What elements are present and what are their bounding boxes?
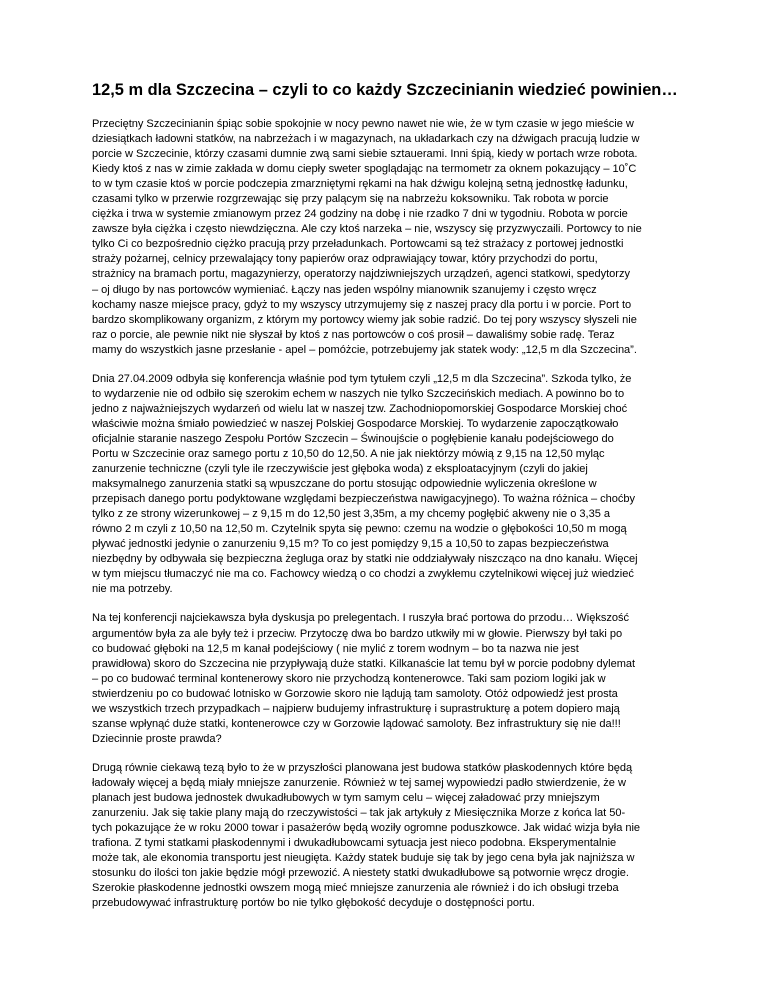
document-body: [92, 117, 676, 911]
text-line: zanurzenie techniczne (czyli tyle ile rzeczywiście jest głęboka woda) z eksploatacyjnym (czyli do jakiej: [92, 463, 588, 476]
text-line: Portu w Szczecinie oraz samego portu z 10,50 do 12,50. A nie jak niektórzy mówią z 9,15 na 12,50 myląc: [92, 447, 605, 460]
text-line: właściwie można śmiało powiedzieć w naszej Polskiej Gospodarce Morskiej. To wydarzenie zapoczątkowało: [92, 417, 619, 430]
text-line: maksymalnego zanurzenia statki są wpuszczane do portu stosując odpowiednie wyliczenia określone w: [92, 478, 597, 491]
text-line: Dziecinnie proste prawda?: [92, 732, 222, 745]
text-line: mamy do wszystkich jasne przesłanie - apel – pomóżcie, potrzebujemy jak statek wody: „12,5 m dla Szczecina”.: [92, 343, 637, 356]
text-line: to w tym czasie ktoś w porcie podczepia zmarzniętymi rękami na hak dźwigu kolejną setną jednostkę ładunku,: [92, 178, 628, 191]
text-line: – oj długo by nas portowców wymieniać. Łączy nas jeden wspólny mianownik szanujemy i często wręcz: [92, 283, 597, 296]
text-line: dziesiątkach ładowni statków, na nabrzeżach i w magazynach, na układarkach czy na dźwigach pracują ludzie w: [92, 133, 640, 146]
text-line: Przeciętny Szczecinianin śpiąc sobie spokojnie w nocy pewno nawet nie wie, że w tym czasie w jego mieście w: [92, 118, 634, 130]
text-line: planach jest budowa jednostek dwukadłubowych w tym samym celu – więcej załadować przy mniejszym: [92, 791, 600, 804]
text-line: przebudowywać infrastrukturę portów bo nie tylko głębokość decyduje o dostępności portu.: [92, 897, 535, 910]
text-line: kochamy nasze miejsce pracy, gdyż to my wszyscy utrzymujemy się z naszej pracy dla portu i w porcie. Port to: [92, 298, 632, 311]
text-line: w tym miejscu tłumaczyć nie ma co. Fachowcy wiedzą o co chodzi a zwykłemu czytelnikowi więcej już wiedzieć: [92, 568, 634, 581]
text-line: szanse wpłynąć duże statki, kontenerowce czy w Gorzowie lądować samoloty. Bez infrastruktury się nie da!!!: [92, 717, 621, 730]
text-line: Na tej konferencji najciekawsza była dyskusja po prelegentach. I ruszyła brać portowa do przodu… Większość: [92, 612, 629, 625]
text-line: tych pokazujące że w roku 2000 towar i pasażerów będą woziły ogromne poduszkowce. Jak widać wizja była nie: [92, 822, 641, 835]
paragraph-1: [92, 117, 676, 358]
text-line: Szerokie płaskodenne jednostki owszem mogą mieć mniejsze zanurzenia ale również i do ich obsługi trzeba: [92, 882, 619, 895]
text-line: porcie w Szczecinie, którzy czasami dumnie zwą sami siebie sztauerami. Inni śpią, kiedy w portach wrze robota.: [92, 148, 638, 161]
text-line: straży pożarnej, celnicy przewalający tony papierów oraz odprawiający towar, który przychodzi do portu,: [92, 253, 598, 266]
text-line: tylko Ci co bezpośrednio ciężko pracują przy przeładunkach. Portowcami są też strażacy z portowej jednostki: [92, 238, 624, 251]
text-line: ciężka i trwa w systemie zmianowym przez 24 godziny na dobę i nie rzadko 7 dni w tygodniu. Robota w porcie: [92, 208, 628, 221]
text-line: niezbędny by odbywała się bezpieczna żegluga oraz by statki nie oddziaływały niszcząco na dno kanału. Więcej: [92, 553, 638, 566]
text-line: co budować głęboki na 12,5 m kanał podejściowy ( nie mylić z torem wodnym – bo ta nazwa nie jest: [92, 642, 579, 655]
paragraph-2: [92, 372, 676, 598]
text-line: jedno z najważniejszych wydarzeń od wielu lat w naszej tzw. Zachodniopomorskiej Gospodarce Morskiej choć: [92, 402, 628, 415]
text-line: przepisach danego portu podyktowane względami bezpieczeństwa nawigacyjnego). To ważna różnica – choćby: [92, 493, 636, 506]
text-line: Kiedy ktoś z nas w zimie zakłada w domu ciepły sweter spoglądając na termometr za oknem pokazujący – 10˚C: [92, 163, 637, 176]
text-line: ładowały więcej a będą miały mniejsze zanurzenie. Również w tej samej wypowiedzi padło stwierdzenie, że w: [92, 776, 626, 789]
text-line: trafiona. Z tymi statkami płaskodennymi i dwukadłubowcami sytuacja jest nieco podobna. Eksperymentalnie: [92, 837, 617, 850]
text-line: argumentów była za ale były też i przeciw. Przytoczę dwa bo bardzo utkwiły mi w głowie. Pierwszy był taki po: [92, 627, 623, 640]
text-line: to wydarzenie nie od odbiło się szerokim echem w naszych nie tylko Szczecińskich mediach. A powinno bo to: [92, 387, 625, 400]
text-line: we wszystkich trzech przypadkach – najpierw budujemy infrastrukturę i suprastrukturę a potem dopiero mają: [92, 702, 620, 715]
text-line: – po co budować terminal kontenerowy skoro nie przychodzą kontenerowce. Taki sam poziom logiki jak w: [92, 672, 606, 685]
text-line: prawidłowa) skoro do Szczecina nie przypływają duże statki. Kilkanaście lat temu był w porcie podobny dylemat: [92, 657, 636, 670]
text-line: oficjalnie staranie naszego Zespołu Portów Szczecin – Świnoujście o pogłębienie kanału podejściowego do: [92, 432, 614, 445]
text-line: pływać jednostki jedynie o zanurzeniu 9,15 m? To co jest pomiędzy 9,15 a 10,50 to zapas bezpieczeństwa: [92, 538, 609, 551]
text-line: stosunku do ilości ton jakie będzie mógł przewozić. A niestety statki dwukadłubowe są potwornie wręcz drogie.: [92, 867, 629, 880]
text-line: tylko z ze strony wizerunkowej – z 9,15 m do 12,50 jest 3,35m, a my chcemy pogłębić akweny nie o 3,35 a: [92, 508, 611, 521]
paragraph-4: [92, 761, 676, 911]
text-line: strażnicy na bramach portu, magazynierzy, operatorzy najdziwniejszych urządzeń, agenci statkowi, spedytorzy: [92, 268, 630, 281]
text-line: nie ma potrzeby.: [92, 583, 173, 596]
text-line: stwierdzeniu po co budować lotnisko w Gorzowie skoro nie lądują tam samoloty. Otóż odpowiedź jest prosta: [92, 687, 618, 700]
text-line: zanurzeniu. Jak się takie plany mają do rzeczywistości – tak jak artykuły z Miesięcznika Morze z końca lat 50-: [92, 807, 626, 820]
text-line: bardzo skomplikowany organizm, z którym my portowcy wiemy jak sobie radzić. Do tej pory wszyscy słyszeli nie: [92, 313, 637, 326]
text-line: równo 2 m czyli z 10,50 na 12,50 m. Czytelnik spyta się pewno: czemu na wodzie o głębokości 10,50 m mogą: [92, 523, 627, 536]
document-title: 12,5 m dla Szczecina – czyli to co każdy Szczecinianin wiedzieć powinien…: [92, 81, 678, 99]
text-line: może tak, ale ekonomia transportu jest nieugięta. Każdy statek buduje się tak by jego cena była jak najniższa w: [92, 852, 635, 865]
paragraph-3: [92, 611, 676, 746]
text-line: raz o porcie, ale pewnie nikt nie słyszał by ktoś z nas portowców o coś prosił – dawaliśmy sobie radę. Teraz: [92, 328, 615, 341]
text-line: Dnia 27.04.2009 odbyła się konferencja właśnie pod tym tytułem czyli „12,5 m dla Szczecina”. Szkoda tylko, że: [92, 372, 632, 385]
text-line: zawsze była ciężka i często niewdzięczna. Ale czy ktoś narzeka – nie, wszyscy się przyzwyczaili. Portowcy to nie: [92, 223, 642, 236]
text-line: czasami tylko w przerwie rozgrzewając się przy palącym się na nabrzeżu koksowniku. Tak robota w porcie: [92, 193, 609, 206]
text-line: Drugą równie ciekawą tezą było to że w przyszłości planowana jest budowa statków płaskodennych które będą: [92, 761, 633, 774]
